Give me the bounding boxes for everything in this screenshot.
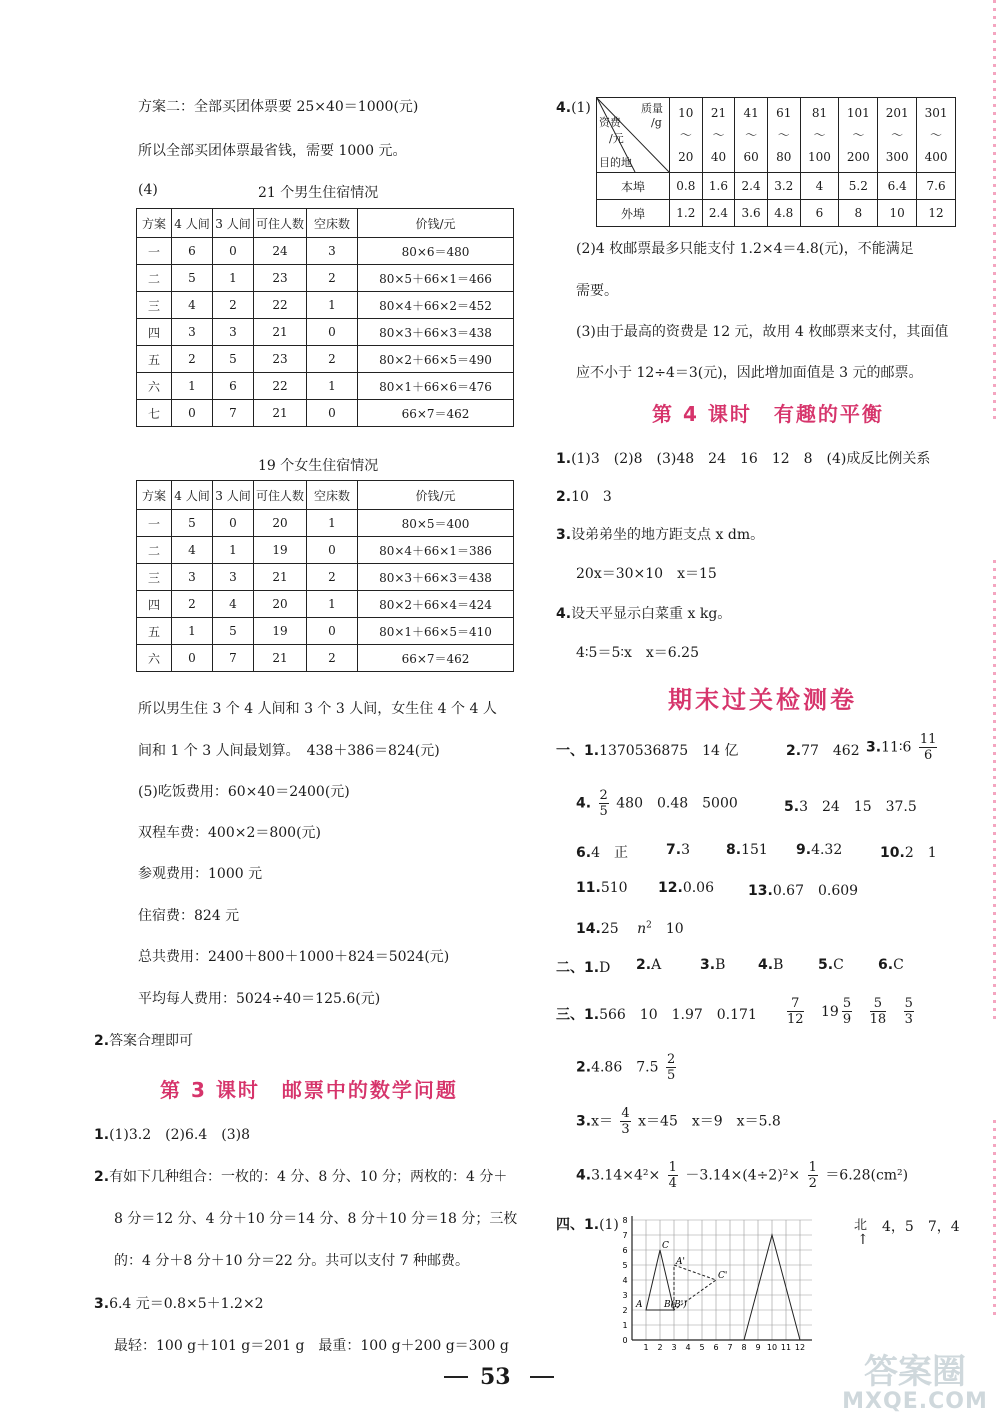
plan2-text: 方案二：全部买团体票要 25×40＝1000(元) (138, 99, 419, 115)
weight-range: 101 ～ 200 (839, 98, 878, 173)
l4-question-4-line2: 4∶5＝5∶x x＝6.25 (576, 645, 699, 661)
fraction: $\frac{5}{3}$ (904, 996, 913, 1027)
final-exam-title: 期末过关检测卷 (668, 686, 857, 714)
fraction: $\frac{5}{18}$ (869, 996, 887, 1027)
section-2-answer: 3.B (700, 957, 726, 973)
q5-visit: 参观费用：1000 元 (138, 866, 263, 882)
table-row: 四 3 3 21 0 80×3＋66×3＝438 (137, 319, 514, 346)
question-number: 2. (94, 1169, 110, 1185)
tick-label: 5 (622, 1261, 628, 1270)
final-row-2b: 5.3 24 15 37.5 (784, 799, 917, 815)
final-row-1: 一、1.1370536875 14 亿 (556, 743, 739, 759)
l3-question-2-line2: 8 分＝12 分、4 分＋10 分＝14 分、8 分＋10 分＝18 分；三枚 (114, 1211, 518, 1227)
q4-label: (4) (138, 182, 158, 198)
section-2-answer: 5.C (818, 957, 844, 973)
table-header: 空床数 (307, 209, 358, 238)
decorative-stripe (993, 0, 996, 420)
question-number: 4. (556, 100, 572, 116)
table-header: 3 人间 (213, 209, 254, 238)
decorative-stripe (993, 560, 996, 1020)
q5-average: 平均每人费用：5024÷40＝125.6(元) (138, 991, 381, 1007)
tick-label: 8 (741, 1343, 747, 1352)
q5-fare: 双程车费：400×2＝800(元) (138, 825, 322, 841)
final-row-4c: 13.0.67 0.609 (748, 883, 859, 899)
tick-label: 9 (755, 1343, 761, 1352)
section-2-answer: 6.C (878, 957, 904, 973)
section-label: 二、 (556, 960, 584, 976)
table-row: 三 3 3 21 2 80×3＋66×3＝438 (137, 564, 514, 591)
fraction: $\frac{4}{3}$ (621, 1106, 630, 1137)
housing-conclusion-line2: 间和 1 个 3 人间最划算。 438＋386＝824(元) (138, 743, 440, 759)
table-header: 可住人数 (254, 209, 307, 238)
answer-text: (1)3 (2)8 (3)48 24 16 12 8 (4)成反比例关系 (571, 451, 931, 467)
section-3-row-3: 3.x＝ $\frac{4}{3}$ x＝45 x＝9 x＝5.8 (576, 1106, 781, 1137)
question-label: (1) (571, 100, 591, 116)
tick-label: 4 (622, 1276, 628, 1285)
tick-label: 6 (713, 1343, 719, 1352)
page-number-dash-right (530, 1376, 554, 1378)
table-row: 一 6 0 24 3 80×6＝480 (137, 238, 514, 265)
table-row: 七 0 7 21 0 66×7＝462 (137, 400, 514, 427)
table-header: 3 人间 (213, 481, 254, 510)
fraction: $\frac{2}{5}$ (666, 1052, 676, 1083)
l3-question-2-line3: 的：4 分＋8 分＋10 分＝22 分。共可以支付 7 种邮费。 (114, 1253, 470, 1269)
table-row: 一 5 0 20 1 80×5＝400 (137, 510, 514, 537)
final-row-3d: 9.4.32 (796, 842, 843, 858)
l3-question-2 (94, 1166, 507, 1186)
tick-label: 7 (727, 1343, 733, 1352)
north-arrow-icon: ↑ (857, 1232, 869, 1248)
table-row: 外埠 1.2 2.4 3.6 4.8 6 8 10 12 (597, 200, 956, 227)
final-row-4: 11.510 (576, 880, 628, 896)
corner-destination: 目的地 (599, 156, 632, 169)
point-label-a2: A' (676, 1257, 685, 1267)
final-row-2: 4. $\frac{2}{5}$ 480 0.48 5000 (576, 788, 738, 819)
weight-range: 81 ～ 100 (800, 98, 839, 173)
tick-label: 5 (699, 1343, 705, 1352)
weight-range: 41 ～ 60 (735, 98, 768, 173)
q4-3-line1: (3)由于最高的资费是 12 元，故用 4 枚邮票来支付，其面值 (576, 324, 949, 340)
l4-question-1 (556, 448, 930, 468)
final-row-3: 6.4 正 (576, 845, 628, 861)
table-corner (597, 98, 670, 173)
tick-label: 4 (685, 1343, 691, 1352)
l4-question-3-line2: 20x＝30×10 x＝15 (576, 566, 717, 582)
question-number: 2. (94, 1033, 110, 1049)
corner-fee: 资费 (599, 116, 621, 129)
fraction: $\frac{2}{5}$ (599, 788, 608, 819)
page-number: 53 (480, 1364, 511, 1390)
table-row: 二 5 1 23 2 80×5＋66×1＝466 (137, 265, 514, 292)
final-row-1b: 2.77 462 (786, 743, 860, 759)
table-header: 方案 (137, 481, 172, 510)
housing-conclusion-line1: 所以男生住 3 个 4 人间和 3 个 3 人间，女生住 4 个 4 人 (138, 701, 497, 717)
table-row: 六 1 6 22 1 80×1＋66×6＝476 (137, 373, 514, 400)
answer-text: 6.4 元＝0.8×5＋1.2×2 (109, 1296, 264, 1312)
weight-range: 10 ～ 20 (670, 98, 703, 173)
tick-label: 12 (794, 1343, 806, 1352)
section-3-row-4: 4.3.14×4²× $\frac{1}{4}$ －3.14×(4÷2)²× $\frac{1}{2}$ ＝6.28(cm²) (576, 1160, 909, 1191)
section-label: 一、 (556, 743, 584, 759)
fraction: $\frac{1}{4}$ (668, 1160, 677, 1191)
north-label: 北 (854, 1218, 868, 1233)
fraction: $\frac{5}{9}$ (842, 996, 852, 1027)
section-label: 三、 (556, 1007, 584, 1023)
table-row: 五 2 5 23 2 80×2＋66×5＝490 (137, 346, 514, 373)
watermark-logo: 答案圈 MXQE.COM (842, 1352, 988, 1414)
l4-question-2 (556, 486, 612, 506)
corner-weight: 质量 (641, 102, 663, 115)
decorative-stripe (993, 1120, 996, 1320)
point-label-c2: C' (718, 1271, 728, 1281)
tick-label: 1 (622, 1321, 628, 1330)
question-number: 1. (556, 451, 572, 467)
fraction: $\frac{7}{12}$ (787, 996, 804, 1027)
weight-range: 21 ～ 40 (702, 98, 735, 173)
l3-question-3-line2: 最轻：100 g＋101 g＝201 g 最重：100 g＋200 g＝300 g (114, 1338, 509, 1354)
answer-text: 设弟弟坐的地方距支点 x dm。 (571, 527, 765, 543)
question-number: 2. (556, 489, 572, 505)
l4-question-3 (556, 524, 764, 544)
section-3-row-2: 2.4.86 7.5 $\frac{2}{5}$ (576, 1052, 676, 1083)
table-row: 六 0 7 21 2 66×7＝462 (137, 645, 514, 672)
tick-label: 2 (657, 1343, 663, 1352)
answer-text: 答案合理即可 (109, 1033, 194, 1049)
question-number: 1. (94, 1127, 110, 1143)
postage-table (596, 97, 956, 227)
tick-label: 8 (622, 1216, 628, 1225)
section-4-row-1: 四、1.(1) (556, 1217, 619, 1233)
table-row: 本埠 0.8 1.6 2.4 3.2 4 5.2 6.4 7.6 (597, 173, 956, 200)
corner-weight-unit: /g (651, 116, 662, 129)
tick-label: 7 (622, 1231, 628, 1240)
table-header: 4 人间 (172, 209, 213, 238)
final-row-3c: 8.151 (726, 842, 768, 858)
answer-2 (94, 1030, 193, 1050)
tick-label: 11 (780, 1343, 792, 1352)
section-label: 四、 (556, 1217, 584, 1233)
section-4-answer: 4，5 7，4 (882, 1219, 960, 1235)
q5-food: (5)吃饭费用：60×40＝2400(元) (138, 784, 350, 800)
plan-conclusion: 所以全部买团体票最省钱，需要 1000 元。 (138, 143, 407, 159)
final-row-3e: 10.2 1 (880, 845, 937, 861)
question-number: 3. (94, 1296, 110, 1312)
fraction: $\frac{11}{6}$ (919, 732, 937, 763)
section-2-answer: 4.B (758, 957, 784, 973)
r-q4-number (556, 100, 591, 116)
lesson3-title: 第 3 课时 邮票中的数学问题 (160, 1078, 458, 1102)
tick-label: 2 (622, 1306, 628, 1315)
q4-3-line2: 应不小于 12÷4＝3(元)，因此增加面值是 3 元的邮票。 (576, 365, 923, 381)
q5-lodging: 住宿费：824 元 (138, 908, 240, 924)
l4-question-4 (556, 603, 731, 623)
table-header: 方案 (137, 209, 172, 238)
table-header: 价钱/元 (358, 209, 514, 238)
final-row-1c: 3.11∶6 $\frac{11}{6}$ (866, 732, 937, 763)
q4-2-line1: (2)4 枚邮票最多只能支付 1.2×4＝4.8(元)，不能满足 (576, 241, 914, 257)
question-number: 4. (556, 606, 572, 622)
question-number: 3. (556, 527, 572, 543)
corner-fee-unit: /元 (609, 132, 624, 145)
answer-text: 10 3 (571, 489, 612, 505)
table-header: 空床数 (307, 481, 358, 510)
boys-table-title: 21 个男生住宿情况 (258, 185, 379, 201)
coordinate-grid (612, 1212, 812, 1362)
tick-label: 6 (622, 1246, 628, 1255)
l3-question-1 (94, 1124, 250, 1144)
weight-range: 201 ～ 300 (878, 98, 917, 173)
section-3-row-1-fracs: $\frac{7}{12}$ 19 $\frac{5}{9}$ $\frac{5}{18}$ $\frac{5}{3}$ (787, 996, 913, 1027)
lesson4-title: 第 4 课时 有趣的平衡 (652, 402, 884, 426)
table-row: 二 4 1 19 0 80×4＋66×1＝386 (137, 537, 514, 564)
table-header: 4 人间 (172, 481, 213, 510)
girls-table (136, 480, 514, 672)
table-header: 可住人数 (254, 481, 307, 510)
answer-text: 设天平显示白菜重 x kg。 (571, 606, 732, 622)
weight-range: 301 ～ 400 (917, 98, 956, 173)
section-2-answers: 二、1.D (556, 960, 611, 976)
boys-table (136, 208, 514, 427)
table-row: 五 1 5 19 0 80×1＋66×5＝410 (137, 618, 514, 645)
answer-text: 有如下几种组合：一枚的：4 分、8 分、10 分；两枚的：4 分＋ (109, 1169, 508, 1185)
answer-text: (1)3.2 (2)6.4 (3)8 (109, 1127, 250, 1143)
q5-total: 总共费用：2400＋800＋1000＋824＝5024(元) (138, 949, 450, 965)
tick-label: 3 (671, 1343, 677, 1352)
tick-label: 1 (643, 1343, 649, 1352)
point-label-b: B(B') (664, 1300, 687, 1310)
tick-label: 10 (766, 1343, 778, 1352)
final-row-3b: 7.3 (666, 842, 690, 858)
final-row-5: 14.25 $n^2$ 10 (576, 920, 684, 937)
point-label-c: C (662, 1241, 669, 1251)
section-2-answer: 2.A (636, 957, 662, 973)
girls-table-title: 19 个女生住宿情况 (258, 458, 379, 474)
q4-2-line2: 需要。 (576, 283, 618, 299)
final-row-4b: 12.0.06 (658, 880, 714, 896)
tick-label: 0 (622, 1336, 628, 1345)
table-header: 价钱/元 (358, 481, 514, 510)
table-row: 三 4 2 22 1 80×4＋66×2＝452 (137, 292, 514, 319)
page-number-dash-left (444, 1376, 468, 1378)
section-3-row-1: 三、1.566 10 1.97 0.171 (556, 1007, 757, 1023)
fraction: $\frac{1}{2}$ (808, 1160, 817, 1191)
point-label-a: A (636, 1300, 643, 1310)
table-row: 四 2 4 20 1 80×2＋66×4＝424 (137, 591, 514, 618)
tick-label: 3 (622, 1291, 628, 1300)
weight-range: 61 ～ 80 (767, 98, 800, 173)
l3-question-3 (94, 1293, 264, 1313)
